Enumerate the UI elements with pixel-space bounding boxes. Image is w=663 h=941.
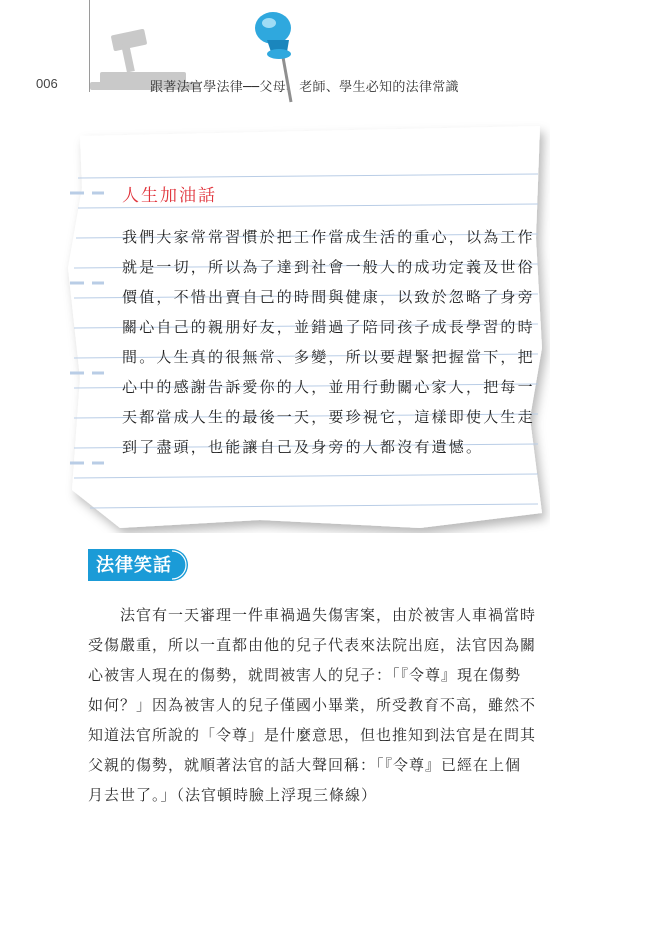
note-line: 我們大家常常習慣於把工作當成生活的重心，以為工作 (122, 228, 535, 246)
note-line: 心中的感謝告訴愛你的人，並用行動關心家人，把每一 (122, 378, 535, 396)
note-line: 間。人生真的很無常、多變，所以要趕緊把握當下，把 (122, 348, 535, 366)
body-line: 父親的傷勢，就順著法官的話大聲回稱：「『令尊』已經在上個 (88, 756, 522, 774)
body-line: 心被害人現在的傷勢，就問被害人的兒子：「『令尊』現在傷勢 (88, 666, 522, 684)
body-line: 受傷嚴重，所以一直都由他的兒子代表來法院出庭，法官因為關 (88, 636, 537, 654)
body-line: 知道法官所說的「令尊」是什麼意思，但也推知到法官是在問其 (88, 726, 537, 744)
page-number: 006 (36, 76, 58, 91)
joke-body (88, 600, 558, 810)
body-line: 法官有一天審理一件車禍過失傷害案，由於被害人車禍當時 (88, 606, 537, 624)
section-label: 法律笑話 (96, 555, 172, 576)
note-title: 人生加油話 (122, 186, 217, 206)
note-body (122, 222, 535, 462)
body-line: 月去世了。」（法官頓時臉上浮現三條線） (88, 786, 378, 804)
body-line: 如何？」因為被害人的兒子僅國小畢業，所受教育不高，雖然不 (88, 696, 537, 714)
note-line: 就是一切，所以為了達到社會一般人的成功定義及世俗 (122, 258, 535, 276)
note-line: 價值，不惜出賣自己的時間與健康，以致於忽略了身旁 (122, 288, 535, 306)
note-line: 天都當成人生的最後一天，要珍視它，這樣即使人生走 (122, 408, 535, 426)
note-line: 到了盡頭，也能讓自己及身旁的人都沒有遺憾。 (122, 438, 484, 456)
running-title: 跟著法官學法律──父母、老師、學生必知的法律常識 (150, 80, 459, 95)
pushpin-icon (245, 6, 325, 106)
note-line: 關心自己的親朋好友，並錯過了陪同孩子成長學習的時 (122, 318, 535, 336)
